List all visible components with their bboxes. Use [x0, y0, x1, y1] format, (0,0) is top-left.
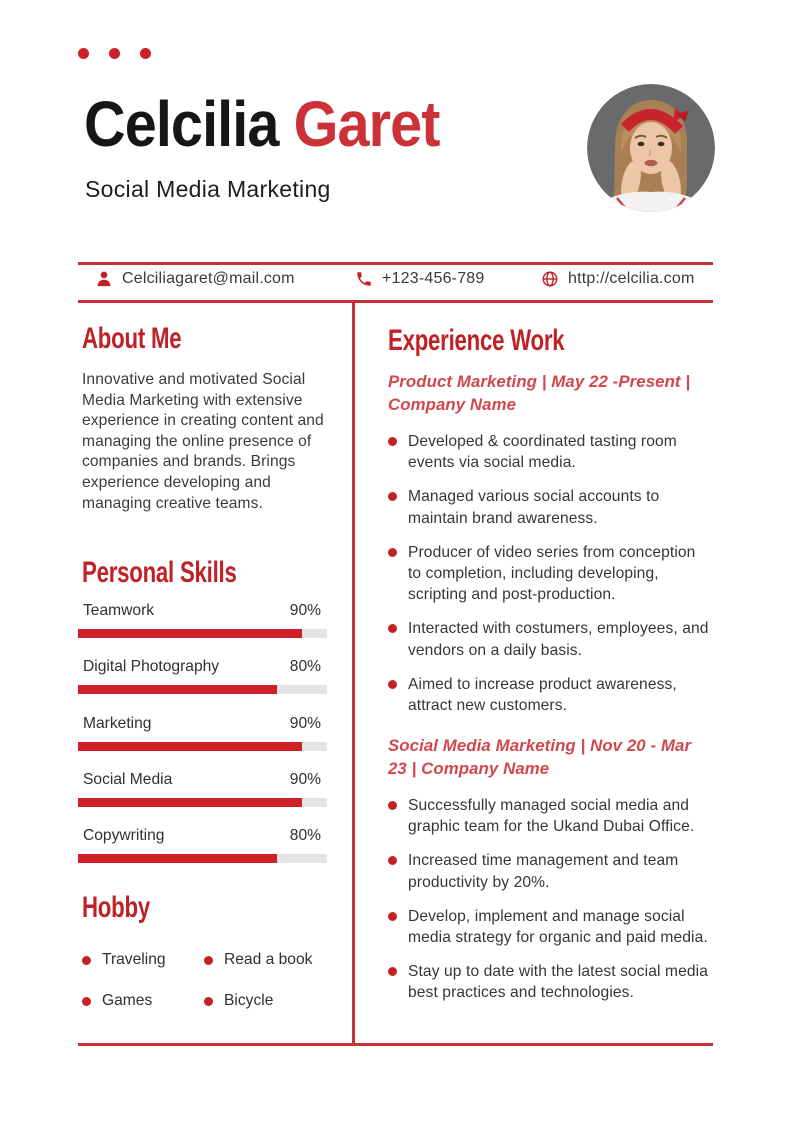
email-value[interactable]: Celciliagaret@mail.com — [122, 270, 295, 287]
hobby-label: Bicycle — [224, 992, 274, 1009]
bullet-icon — [388, 967, 397, 976]
skill-name: Digital Photography — [83, 658, 220, 675]
bullet-icon — [388, 680, 397, 689]
bullet-icon — [82, 997, 91, 1006]
profile-photo-illustration — [587, 84, 715, 212]
bullet-icon — [388, 912, 397, 921]
phone-icon — [355, 270, 373, 288]
person-first-name: Celcilia — [84, 88, 294, 160]
skill-percent: 90% — [289, 715, 321, 732]
skill-item — [78, 771, 327, 807]
skill-item — [78, 827, 327, 863]
job-bullet — [388, 542, 713, 606]
job-bullet — [388, 674, 713, 716]
decorative-dots — [78, 48, 151, 59]
job-bullet-text: Managed various social accounts to maintain brand awareness. — [408, 488, 660, 527]
person-icon — [95, 270, 113, 288]
hobby-item — [82, 992, 152, 1010]
contact-phone — [355, 270, 485, 288]
skill-bar-fill — [78, 629, 302, 638]
job-bullet — [388, 795, 713, 837]
job-bullet-text: Interacted with costumers, employees, and vendors on a daily basis. — [408, 620, 709, 659]
skill-percent: 90% — [289, 602, 321, 619]
skill-bar-track — [78, 798, 327, 807]
person-name — [84, 88, 440, 160]
skill-bar-track — [78, 685, 327, 694]
red-dot — [109, 48, 120, 59]
skill-percent: 80% — [289, 658, 321, 675]
red-dot — [78, 48, 89, 59]
job-bullet — [388, 961, 713, 1003]
skill-bar-track — [78, 742, 327, 751]
skill-bar-fill — [78, 854, 277, 863]
hobby-item — [82, 951, 166, 969]
about-me-text: Innovative and motivated Social Media Marketing with extensive experience in creating content and managing the online presence of companies and brands. Brings experience developing and managing creative teams. — [82, 371, 324, 512]
contact-bar-bottom-rule — [78, 300, 713, 303]
skill-name: Marketing — [83, 715, 152, 732]
bullet-icon — [82, 956, 91, 965]
skill-item — [78, 602, 327, 638]
job-bullet — [388, 618, 713, 660]
profile-photo — [587, 84, 715, 212]
red-dot — [140, 48, 151, 59]
contact-website — [541, 270, 695, 288]
job-bullet-list — [388, 431, 713, 729]
skill-item — [78, 715, 327, 751]
job-bullet — [388, 850, 713, 892]
contact-bar-top-rule — [78, 262, 713, 265]
job-title: Social Media Marketing | Nov 20 - Mar 23 | Company Name — [388, 736, 692, 778]
hobby-item — [204, 951, 312, 969]
job-bullet-text: Stay up to date with the latest social media best practices and technologies. — [408, 963, 708, 1002]
skill-percent: 90% — [289, 771, 321, 788]
job-bullet-text: Develop, implement and manage social media strategy for organic and paid media. — [408, 907, 708, 947]
about-me-heading: About Me — [82, 322, 182, 355]
skill-bar-fill — [78, 798, 302, 807]
bullet-icon — [388, 492, 397, 501]
bullet-icon — [388, 624, 397, 633]
hobby-heading: Hobby — [82, 891, 150, 924]
skill-percent: 80% — [289, 827, 321, 844]
contact-email — [95, 270, 295, 288]
skill-bar-track — [78, 854, 327, 863]
job-bullet-text: Successfully managed social media and graphic team for the Ukand Dubai Office. — [408, 797, 695, 836]
skill-name: Copywriting — [83, 827, 165, 844]
globe-icon — [541, 270, 559, 288]
personal-skills-heading: Personal Skills — [82, 556, 237, 589]
job-bullet — [388, 486, 713, 528]
job-bullet-list — [388, 795, 713, 1017]
skill-item — [78, 658, 327, 694]
hobby-label: Traveling — [102, 951, 166, 968]
job-title: Product Marketing | May 22 -Present | Company Name — [388, 372, 691, 414]
website-value[interactable]: http://celcilia.com — [568, 270, 695, 287]
job-bullet — [388, 431, 713, 473]
bullet-icon — [388, 548, 397, 557]
column-separator-rule — [352, 303, 355, 1043]
bullet-icon — [204, 997, 213, 1006]
skill-name: Social Media — [83, 771, 173, 788]
job-bullet — [388, 906, 713, 948]
bullet-icon — [388, 801, 397, 810]
job-bullet-text: Producer of video series from conception to completion, including developing, scripting and post-production. — [408, 543, 696, 604]
person-last-name: Garet — [293, 88, 440, 160]
skill-bar-fill — [78, 685, 277, 694]
job-bullet-text: Aimed to increase product awareness, attract new customers. — [408, 675, 677, 715]
bullet-icon — [388, 437, 397, 446]
hobby-label: Games — [102, 992, 153, 1009]
job-bullet-text: Developed & coordinated tasting room events via social media. — [408, 433, 677, 472]
bullet-icon — [204, 956, 213, 965]
job-subtitle: Social Media Marketing — [85, 176, 331, 202]
hobby-item — [204, 992, 273, 1010]
footer-rule — [78, 1043, 713, 1046]
experience-work-heading: Experience Work — [388, 324, 565, 357]
skill-name: Teamwork — [83, 602, 155, 619]
hobby-label: Read a book — [224, 951, 313, 968]
job-bullet-text: Increased time management and team productivity by 20%. — [408, 852, 679, 891]
bullet-icon — [388, 856, 397, 865]
skill-bar-fill — [78, 742, 302, 751]
phone-value[interactable]: +123-456-789 — [382, 270, 485, 287]
skill-bar-track — [78, 629, 327, 638]
